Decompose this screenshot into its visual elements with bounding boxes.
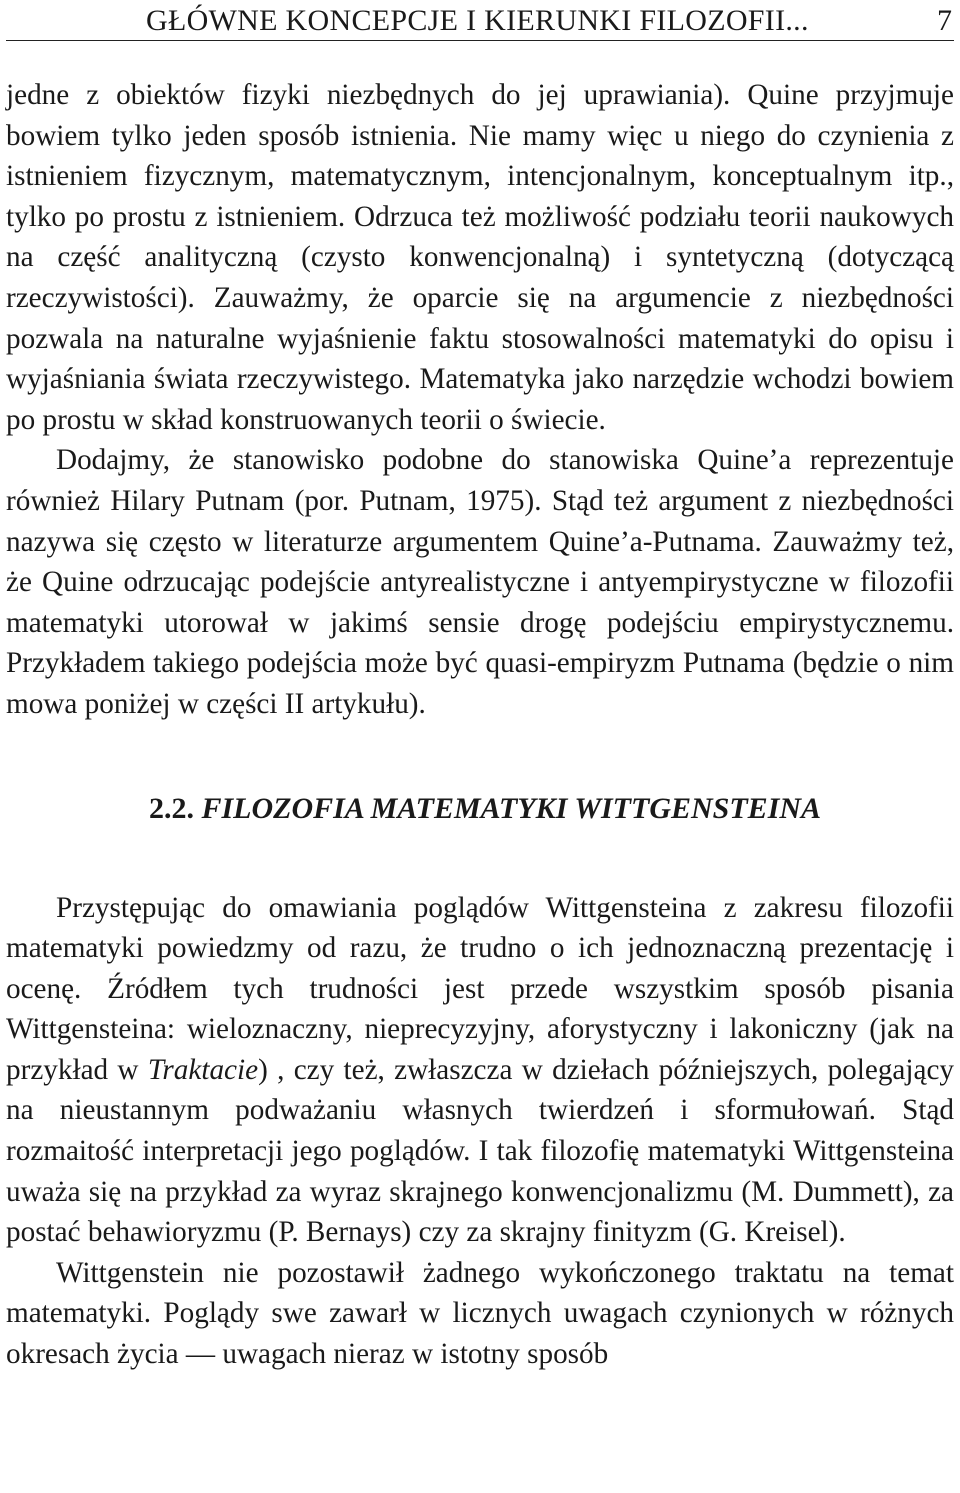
paragraph-text: ) , czy też, zwłaszcza w dziełach późniejszych, polegający na nieustannym podważaniu własnych twierdzeń i sformułowań. Stąd rozmaitość interpretacji jego poglądów. I tak filozofię matematyki Wittgensteina uważa się na przykład za wyraz skrajnego konwencjonalizmu (M. Dummett), za postać behawioryzmu (P. Bernays) czy za skrajny finityzm (G. Kreisel). [6,1053,954,1249]
running-title: GŁÓWNE KONCEPCJE I KIERUNKI FILOZOFII... [146,4,809,37]
paragraph: Dodajmy, że stanowisko podobne do stanowiska Quine’a reprezentuje również Hilary Putnam (por. Putnam, 1975). Stąd też argument z niezbędności nazywa się często w literaturze argumentem Quine’a-Putnama. Zauważmy też, że Quine odrzucając podejście antyrealistyczne i antyempirystyczne w filozofii matematyki utorował w jakimś sensie drogę podejściu empirystycznemu. Przykładem takiego podejścia może być quasi-empiryzm Putnama (będzie o nim mowa poniżej w części II artykułu). [6,444,954,720]
paragraph [6,888,954,1253]
italic-title: Traktacie [147,1053,259,1086]
section-title: FILOZOFIA MATEMATYKI WITTGENSTEINA [201,791,822,825]
page-body [6,75,954,1375]
paragraph: Wittgenstein nie pozostawił żadnego wykończonego traktatu na temat matematyki. Poglądy swe zawarł w licznych uwagach czynionych w różnych okresach życia — uwagach nieraz w istotny sposób [6,1256,954,1371]
running-header [6,2,954,41]
page-number: 7 [937,4,952,37]
section-heading [6,789,954,829]
section-number: 2.2. [148,791,194,825]
paragraph-text: Przystępując do omawiania poglądów Wittgensteina z zakresu filozofii matematyki powiedzmy od razu, że trudno o ich jednoznaczną prezentację i ocenę. Źródłem tych trudności jest przede wszystkim sposób pisania Wittgensteina: wieloznaczny, nieprecyzyjny, aforystyczny i lakoniczny (jak na przykład w [6,891,954,1086]
paragraph: jedne z obiektów fizyki niezbędnych do jej uprawiania). Quine przyjmuje bowiem tylko jeden sposób istnienia. Nie mamy więc u niego do czynienia z istnieniem fizycznym, matematycznym, intencjonalnym, konceptualnym itp., tylko po prostu z istnieniem. Odrzuca też możliwość podziału teorii naukowych na część analityczną (czysto konwencjonalną) i syntetyczną (dotyczącą rzeczywistości). Zauważmy, że oparcie się na argumencie z niezbędności pozwala na naturalne wyjaśnienie faktu stosowalności matematyki do opisu i wyjaśniania świata rzeczywistego. Matematyka jako narzędzie wchodzi bowiem po prostu w skład konstruowanych teorii o świecie. [6,79,954,436]
